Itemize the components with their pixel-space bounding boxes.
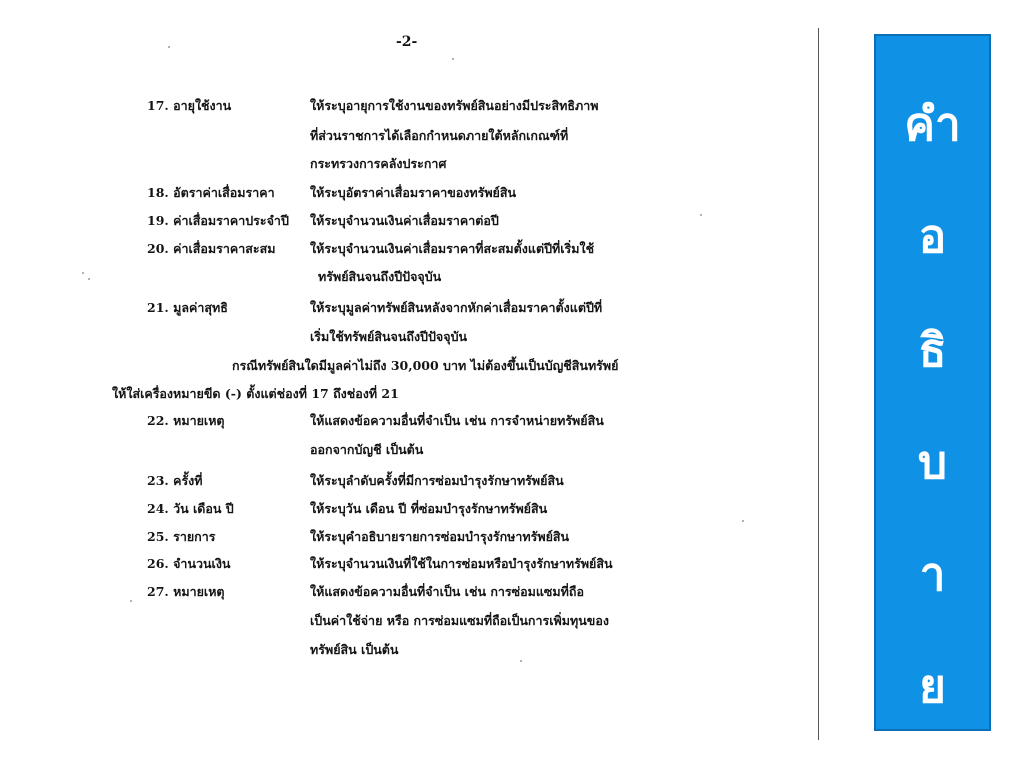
entry-description-continued: ออกจากบัญชี เป็นต้น bbox=[310, 442, 424, 457]
banner-character: อ bbox=[918, 209, 947, 263]
entry-description: ให้ระบุจำนวนเงินที่ใช้ในการซ่อมหรือบำรุงรักษาทรัพย์สิน bbox=[310, 556, 613, 571]
entry-description: ให้ระบุมูลค่าทรัพย์สินหลังจากหักค่าเสื่อมราคาตั้งแต่ปีที่ bbox=[310, 300, 603, 315]
entry-description: ให้ระบุจำนวนเงินค่าเสื่อมราคาต่อปี bbox=[310, 213, 499, 228]
entry-label: 26. จำนวนเงิน bbox=[147, 556, 231, 571]
entry-27 bbox=[0, 580, 820, 604]
entry-label: 23. ครั้งที่ bbox=[147, 473, 203, 488]
entry-description: ให้ระบุคำอธิบายรายการซ่อมบำรุงรักษาทรัพย์สิน bbox=[310, 529, 570, 544]
scan-speck bbox=[82, 272, 84, 274]
entry-label: 20. ค่าเสื่อมราคาสะสม bbox=[147, 241, 276, 256]
entry-20 bbox=[0, 237, 820, 261]
entry-label: 21. มูลค่าสุทธิ bbox=[147, 300, 228, 315]
note-line-1: กรณีทรัพย์สินใดมีมูลค่าไม่ถึง 30,000 บาท ไม่ต้องขึ้นเป็นบัญชีสินทรัพย์ bbox=[232, 358, 619, 373]
scan-speck bbox=[130, 600, 132, 602]
banner-character: คำ bbox=[904, 97, 961, 151]
entry-label: 22. หมายเหตุ bbox=[147, 413, 225, 428]
entry-21 bbox=[0, 296, 820, 320]
page-number: -2- bbox=[396, 34, 418, 50]
banner-character: ย bbox=[919, 659, 946, 713]
entry-description-continued: ที่ส่วนราชการได้เลือกกำหนดภายใต้หลักเกณฑ์ที่ bbox=[310, 128, 569, 143]
entry-22 bbox=[0, 409, 820, 433]
scan-speck bbox=[88, 278, 90, 280]
banner-character: บ bbox=[917, 435, 948, 489]
scan-speck bbox=[520, 660, 522, 662]
entry-18 bbox=[0, 181, 820, 205]
entry-label: 18. อัตราค่าเสื่อมราคา bbox=[147, 185, 275, 200]
entry-23 bbox=[0, 469, 820, 493]
entry-26 bbox=[0, 552, 820, 576]
entry-description: ให้ระบุจำนวนเงินค่าเสื่อมราคาที่สะสมตั้งแต่ปีที่เริ่มใช้ bbox=[310, 241, 595, 256]
entry-17 bbox=[0, 94, 820, 118]
vertical-banner bbox=[874, 34, 991, 731]
entry-24 bbox=[0, 497, 820, 521]
entry-description-continued: เริ่มใช้ทรัพย์สินจนถึงปีปัจจุบัน bbox=[310, 329, 468, 344]
scan-edge-line bbox=[818, 28, 819, 740]
entry-description-continued: กระทรวงการคลังประกาศ bbox=[310, 156, 447, 171]
entry-description: ให้ระบุลำดับครั้งที่มีการซ่อมบำรุงรักษาทรัพย์สิน bbox=[310, 473, 564, 488]
entry-description-continued: เป็นค่าใช้จ่าย หรือ การซ่อมแซมที่ถือเป็นการเพิ่มทุนของ bbox=[310, 613, 609, 628]
banner-character: ธิ bbox=[918, 323, 947, 377]
scan-speck bbox=[452, 58, 454, 60]
entry-description: ให้แสดงข้อความอื่นที่จำเป็น เช่น การซ่อมแซมที่ถือ bbox=[310, 584, 584, 599]
entry-description: ให้ระบุอัตราค่าเสื่อมราคาของทรัพย์สิน bbox=[310, 185, 517, 200]
entry-label: 19. ค่าเสื่อมราคาประจำปี bbox=[147, 213, 289, 228]
banner-character: า bbox=[919, 547, 946, 601]
entry-description-continued: ทรัพย์สิน เป็นต้น bbox=[310, 642, 399, 657]
entry-label: 17. อายุใช้งาน bbox=[147, 98, 232, 113]
entry-25 bbox=[0, 525, 820, 549]
note-line-2: ให้ใส่เครื่องหมายขีด (-) ตั้งแต่ช่องที่ 17 ถึงช่องที่ 21 bbox=[112, 386, 399, 401]
scan-speck bbox=[700, 214, 702, 216]
entry-description-continued: ทรัพย์สินจนถึงปีปัจจุบัน bbox=[318, 269, 442, 284]
entry-description: ให้ระบุอายุการใช้งานของทรัพย์สินอย่างมีประสิทธิภาพ bbox=[310, 98, 599, 113]
scan-speck bbox=[168, 46, 170, 48]
scan-speck bbox=[742, 520, 744, 522]
entry-description: ให้ระบุวัน เดือน ปี ที่ซ่อมบำรุงรักษาทรัพย์สิน bbox=[310, 501, 548, 516]
entry-label: 25. รายการ bbox=[147, 529, 216, 544]
entry-description: ให้แสดงข้อความอื่นที่จำเป็น เช่น การจำหน่ายทรัพย์สิน bbox=[310, 413, 604, 428]
entry-label: 24. วัน เดือน ปี bbox=[147, 501, 234, 516]
entry-label: 27. หมายเหตุ bbox=[147, 584, 225, 599]
entry-19 bbox=[0, 209, 820, 233]
